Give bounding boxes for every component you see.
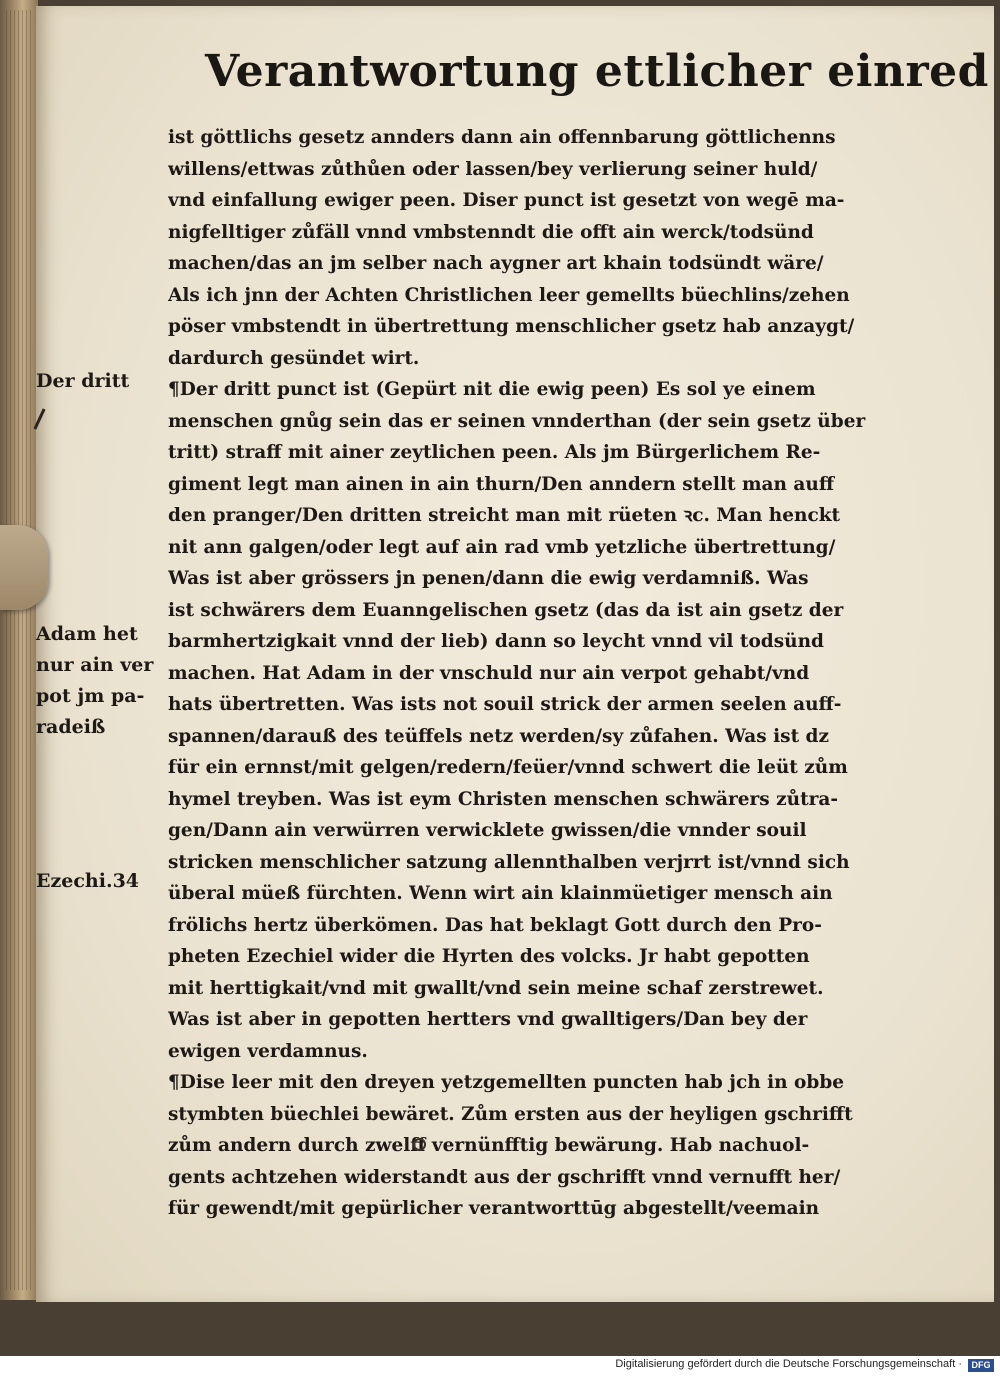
text-line: menschen gnůg sein das er seinen vnnderthan (der sein gsetz über	[168, 410, 866, 432]
text-line: gents achtzehen widerstandt aus der gschrifft vnnd vernufft her/	[168, 1166, 841, 1188]
text-line: ewigen verdamnus.	[168, 1040, 368, 1062]
text-line: stricken menschlicher satzung allennthalben verjrrt ist/vnnd sich	[168, 851, 850, 873]
text-line: den pranger/Den dritten streicht man mit rüeten ꝛc. Man henckt	[168, 505, 841, 526]
margin-note-line: radeiß	[36, 716, 106, 738]
text-line: nit ann galgen/oder legt auf ain rad vmb yetzliche übertrettung/	[168, 536, 836, 558]
running-header: Verantwortung ettlicher einred	[205, 46, 989, 97]
text-line: Was ist aber grössers jn penen/dann die ewig verdamniß. Was	[168, 568, 809, 589]
text-line: machen/das an jm selber nach aygner art khain todsündt wäre/	[168, 253, 824, 274]
text-line: Was ist aber in gepotten hertters vnd gwalltigers/Dan bey der	[168, 1009, 808, 1030]
text-line: spannen/darauß des teüffels netz werden/sy zůfahen. Was ist dz	[168, 725, 829, 747]
book-clasp	[0, 525, 48, 610]
margin-note-dritt: Der dritt	[36, 370, 130, 392]
margin-note-adam	[36, 619, 176, 743]
text-line: willens/ettwas zůthůen oder lassen/bey verlierung seiner huld/	[168, 158, 818, 180]
text-line: Als ich jnn der Achten Christlichen leer gemellts büechlins/zehen	[168, 284, 850, 306]
text-line: hymel treyben. Was ist eym Christen menschen schwärers zůtra-	[168, 788, 839, 810]
text-line: ist göttlichs gesetz annders dann ain offennbarung göttlichenns	[168, 127, 836, 148]
footer-credit: Digitalisierung gefördert durch die Deutsche Forschungsgemeinschaft ·	[615, 1358, 962, 1370]
margin-note-line: Adam het	[36, 623, 138, 645]
text-line: pheten Ezechiel wider die Hyrten des volcks. Jr habt gepotten	[168, 946, 810, 967]
text-line: dardurch gesündet wirt.	[168, 347, 420, 369]
text-line: überal müeß fürchten. Wenn wirt ain klainmüetiger mensch ain	[168, 883, 833, 904]
text-line: für ein ernnst/mit gelgen/redern/feüer/vnnd schwert die leüt zům	[168, 757, 848, 778]
body-text	[168, 122, 868, 1225]
text-line: hats übertretten. Was ists not souil strick der armen seelen auff-	[168, 694, 842, 715]
text-line: barmhertzigkait vnnd der lieb) dann so leycht vnnd vil todsünd	[168, 631, 824, 652]
margin-note-ezechi: Ezechi.34	[36, 870, 140, 892]
text-line: pöser vmbstendt in übertrettung menschlicher gsetz hab anzaygt/	[168, 316, 855, 337]
text-line: für gewendt/mit gepürlicher verantworttūg abgestellt/veemain	[168, 1198, 820, 1219]
text-line: zům andern durch zwelff vernünfftig bewärung. Hab nachuol-	[168, 1135, 810, 1156]
margin-note-line: pot jm pa-	[36, 685, 145, 707]
page-edge-lines	[6, 10, 32, 1290]
text-line: tritt) straff mit ainer zeytlichen peen. Als jm Bürgerlichem Re-	[168, 442, 821, 463]
text-line: ¶Der dritt punct ist (Gepürt nit die ewig peen) Es sol ye einem	[168, 379, 816, 400]
text-line: vnd einfallung ewiger peen. Diser punct ist gesetzt von wegē ma-	[168, 190, 845, 211]
text-line: frölichs hertz überkömen. Das hat beklagt Gott durch den Pro-	[168, 914, 822, 936]
page-circle-mark	[413, 1138, 426, 1151]
text-line: nigfelltiger zůfäll vnnd vmbstenndt die offt ain werck/todsünd	[168, 221, 814, 243]
text-line: gen/Dann ain verwürren verwicklete gwissen/die vnnder souil	[168, 820, 807, 841]
text-line: ¶Dise leer mit den dreyen yetzgemellten puncten hab jch in obbe	[168, 1072, 845, 1093]
book-page-edges	[0, 0, 38, 1300]
text-line: giment legt man ainen in ain thurn/Den anndern stellt man auff	[168, 473, 835, 495]
text-line: machen. Hat Adam in der vnschuld nur ain verpot gehabt/vnd	[168, 662, 810, 684]
text-line: ist schwärers dem Euanngelischen gsetz (das da ist ain gsetz der	[168, 599, 844, 621]
dfg-logo: DFG	[968, 1359, 994, 1372]
text-line: stymbten büechlei bewäret. Zům ersten aus der heyligen gschrifft	[168, 1103, 853, 1125]
text-line: mit herttigkait/vnd mit gwallt/vnd sein meine schaf zerstrewet.	[168, 977, 824, 999]
margin-note-line: nur ain ver	[36, 654, 154, 676]
